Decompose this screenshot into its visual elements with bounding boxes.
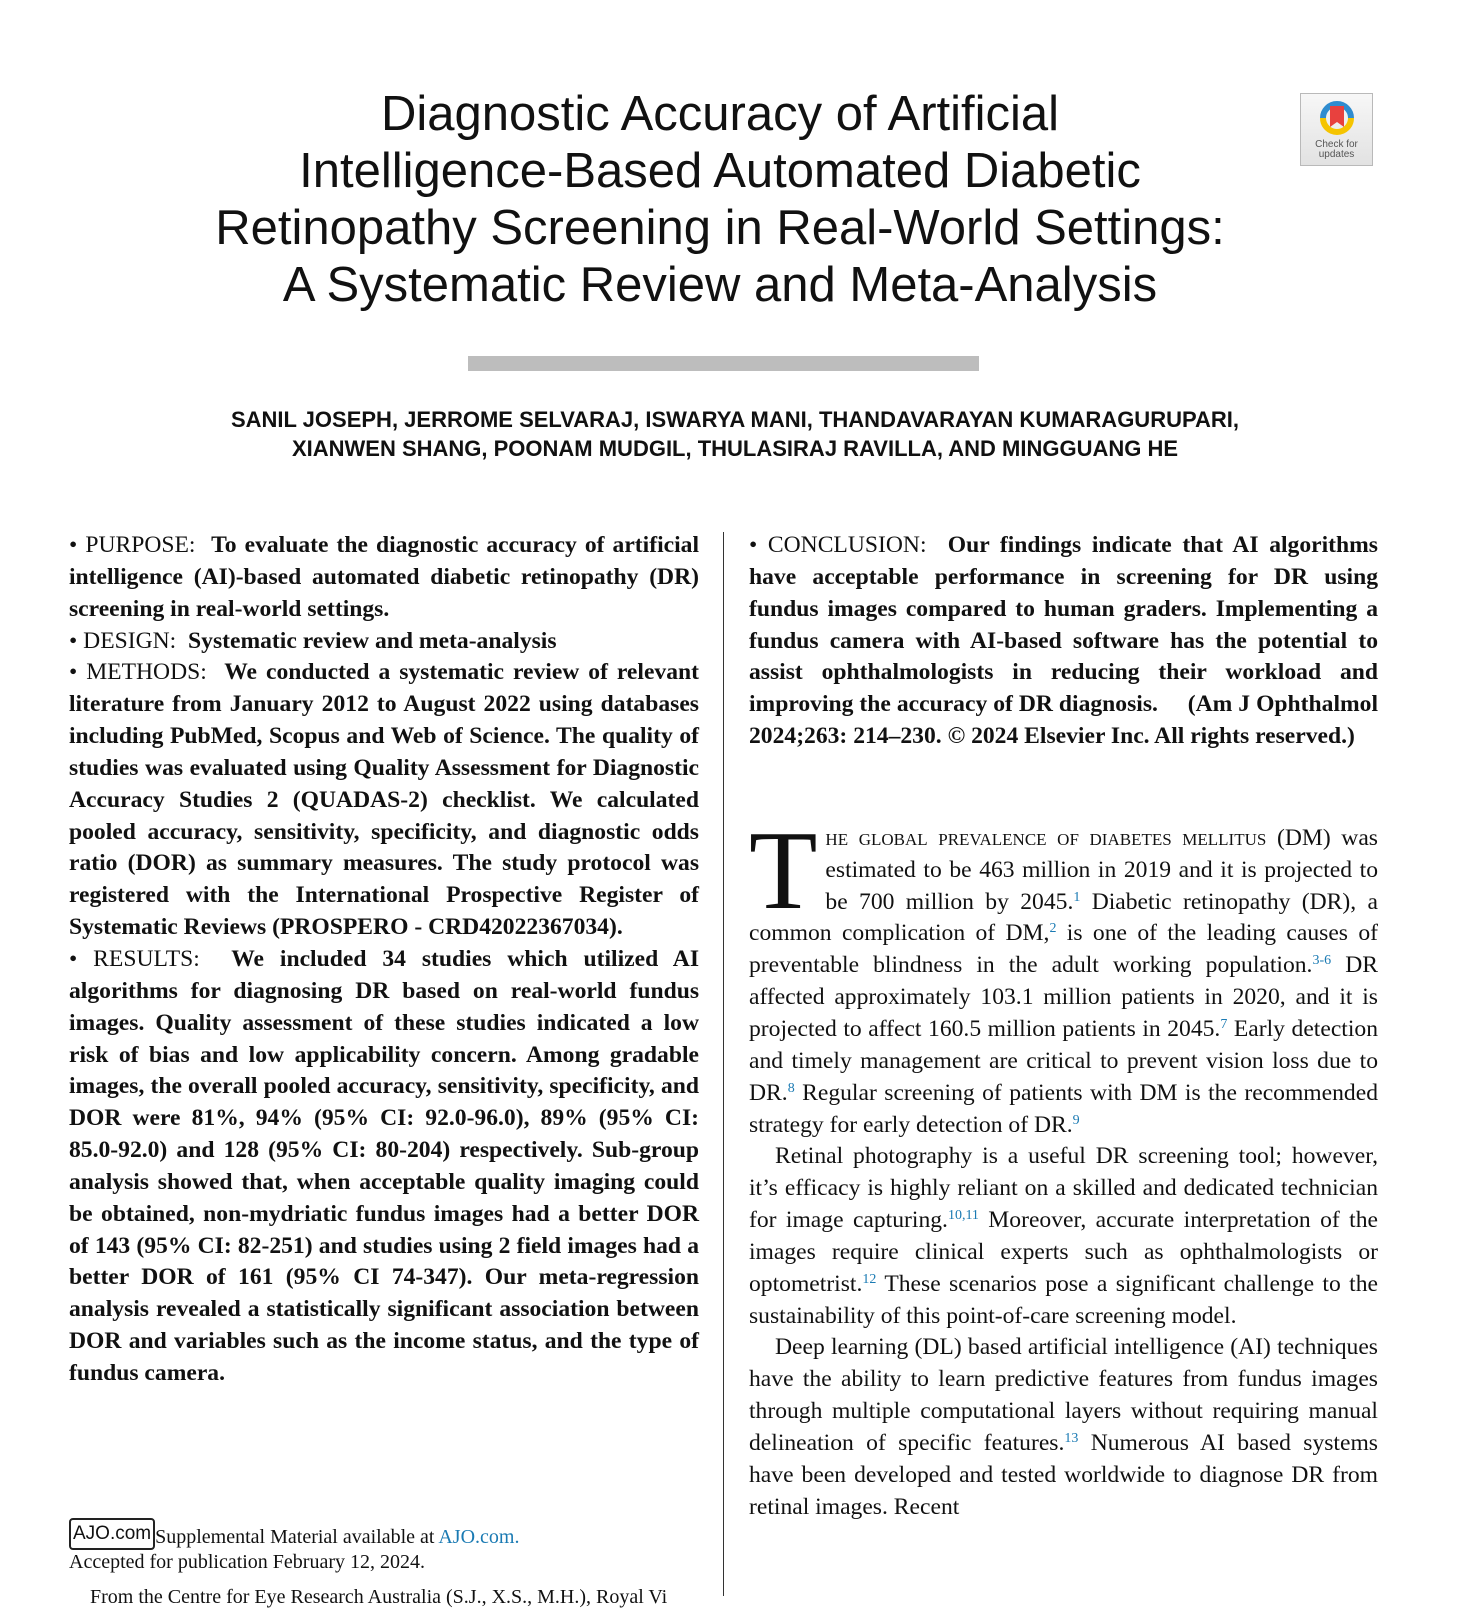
body-text: Retinal photography is a useful DR screening tool; however, it’s efficacy is highly reliant on a skilled and dedicated technician for image capturing. [749,1143,1378,1234]
body-text: These scenarios pose a significant challenge to the sustainability of this point-of-care screening model. [749,1270,1378,1329]
section-text: To evaluate the diagnostic accuracy of artificial intelligence (AI)-based automated diabetic retinopathy (DR) screening in real-world settings. [69,532,699,622]
article-title [150,86,1290,314]
ref-link[interactable]: 1 [1073,889,1081,905]
ref-link[interactable]: 2 [1049,921,1057,937]
ref-link[interactable]: 9 [1072,1112,1080,1128]
body-text: Regular screening of patients with DM is the recommended strategy for early detection of DR. [749,1079,1378,1138]
accepted-date: Accepted for publication February 12, 2024. [69,1551,426,1573]
body-text: Early detection and timely management are critical to prevent vision loss due to DR. [749,1015,1378,1106]
section-label: • PURPOSE: [69,532,196,558]
right-column [749,530,1378,1523]
body-text: (DM) was estimated to be 463 million in 2019 and it is projected to be 700 million by 2045. [825,824,1378,915]
body-text: is one of the leading causes of preventable blindness in the adult working population. [749,920,1378,979]
author-list [100,405,1370,463]
lead-in-text: he global prevalence of diabetes mellitus [825,824,1267,851]
body-text: DR affected approximately 103.1 million patients in 2020, and it is projected to affect 160.5 million patients in 2045. [749,952,1378,1042]
section-label: • DESIGN: [69,627,177,654]
column-divider [723,532,724,1596]
abstract-results [69,944,699,1390]
drop-cap: T [749,808,818,933]
title-divider [468,356,979,371]
title-line: Retinopathy Screening in Real-World Settings: [215,201,1225,255]
check-for-updates-badge[interactable] [1300,93,1373,166]
body-text: Moreover, accurate interpretation of the images require clinical experts such as ophthalmologists or optometrist. [749,1207,1378,1297]
abstract-left-column [69,530,699,1390]
section-label: • CONCLUSION: [749,532,927,558]
footnote-area [69,1518,709,1575]
ref-link[interactable]: 7 [1220,1016,1228,1032]
crossmark-icon [1316,97,1358,139]
ref-link[interactable]: 8 [787,1080,795,1096]
ref-link[interactable]: 10,11 [947,1208,979,1224]
section-text: We included 34 studies which utilized AI algorithms for diagnosing DR based on real-world fundus images. Quality assessment of these studies indicated a low risk of bias and low applicability concern. Among gradable images, the overall pooled accuracy, sensitivity, specificity, and DOR were 81%, 94% (95% CI: 92.0-96.0), 89% (95% CI: 85.0-92.0) and 128 (95% CI: 80-204) respectively. Sub-group analysis showed that, when acceptable quality imaging could be obtained, non-mydriatic fundus images had a better DOR of 143 (95% CI: 82-251) and studies using 2 field images had a better DOR of 161 (95% CI 74-347). Our meta-regression analysis revealed a statistically significant association between DOR and variables such as the income status, and the type of fundus camera. [69,945,700,1386]
supplemental-note [69,1518,709,1550]
abstract-design [69,626,699,658]
body-text: Diabetic retinopathy (DR), a common complication of DM, [749,888,1378,947]
author-line: XIANWEN SHANG, POONAM MUDGIL, THULASIRAJ RAVILLA, AND MINGGUANG HE [291,436,1179,461]
supplemental-text: Supplemental Material available at [155,1526,439,1548]
citation-text: (Am J Ophthalmol 2024;263: 214–230. © 2024 Elsevier Inc. All rights reserved.) [749,691,1379,750]
section-text: Systematic review and meta-analysis [188,627,557,654]
ref-link[interactable]: 13 [1064,1430,1079,1446]
ajo-logo[interactable]: AJO.com [69,1518,155,1550]
intro-paragraph-1 [749,808,1378,1141]
abstract-methods [69,657,699,944]
affiliation-line: From the Centre for Eye Research Australia (S.J., X.S., M.H.), Royal Vi [90,1586,668,1608]
section-text: Our findings indicate that AI algorithms have acceptable performance in screening for DR using fundus images compared to human graders. Implementing a fundus camera with AI-based software has the potential to assist ophthalmologists in reducing their workload and improving the accuracy of DR diagnosis. [749,532,1378,718]
ref-link[interactable]: 3-6 [1312,953,1332,969]
intro-paragraph-3 [749,1332,1378,1523]
title-line: A Systematic Review and Meta-Analysis [282,258,1158,312]
body-text: Numerous AI based systems have been developed and tested worldwide to diagnose DR from retinal images. Recent [749,1429,1378,1520]
section-text: We conducted a systematic review of relevant literature from January 2012 to August 2022 using databases including PubMed, Scopus and Web of Science. The quality of studies was evaluated using Quality Assessment for Diagnostic Accuracy Studies 2 (QUADAS-2) checklist. We calculated pooled accuracy, sensitivity, specificity, and diagnostic odds ratio (DOR) as summary measures. The study protocol was registered with the International Prospective Register of Systematic Reviews (PROSPERO - CRD42022367034). [69,659,699,941]
badge-label: Check for updates [1315,139,1358,160]
abstract-purpose [69,530,699,626]
section-label: • METHODS: [69,659,207,686]
title-line: Diagnostic Accuracy of Artificial [380,87,1060,141]
ajo-link[interactable]: AJO.com. [438,1526,520,1548]
title-line: Intelligence-Based Automated Diabetic [299,144,1141,198]
ref-link[interactable]: 12 [862,1271,877,1287]
body-text: Deep learning (DL) based artificial intelligence (AI) techniques have the ability to learn predictive features from fundus images through multiple computational layers without requiring manual delineation of specific features. [749,1334,1378,1456]
author-line: SANIL JOSEPH, JERROME SELVARAJ, ISWARYA MANI, THANDAVARAYAN KUMARAGURUPARI, [230,407,1240,432]
intro-paragraph-2 [749,1141,1378,1332]
section-label: • RESULTS: [69,945,200,972]
abstract-conclusion [749,530,1378,753]
